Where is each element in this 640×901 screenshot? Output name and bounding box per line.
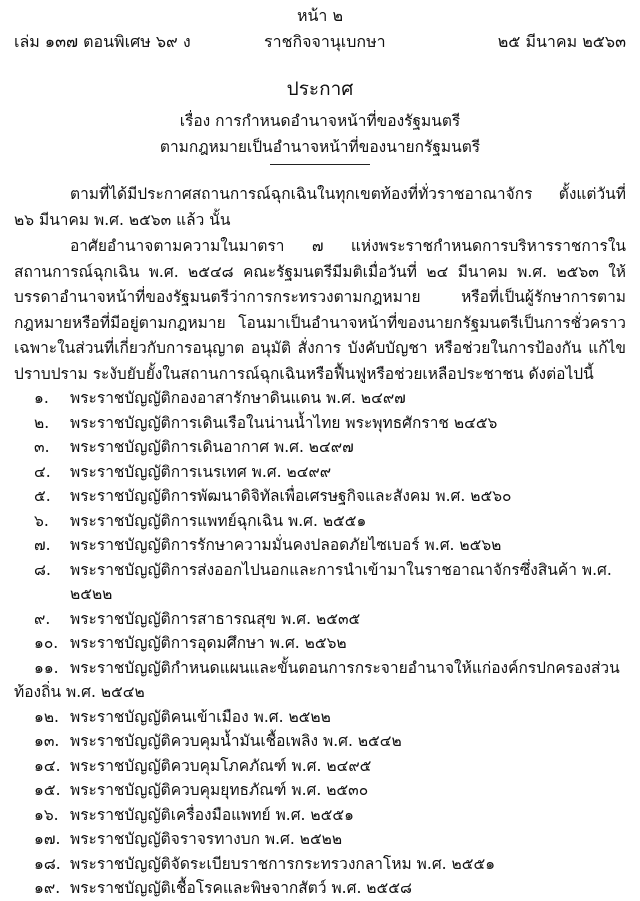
- list-item-text: พระราชบัญญัติเชื้อโรคและพิษจากสัตว์ พ.ศ. ๒๕๕๘: [70, 879, 412, 897]
- list-item-text: พระราชบัญญัติกองอาสารักษาดินแดน พ.ศ. ๒๔๙๗: [70, 389, 406, 407]
- list-item-number: ๑.: [34, 389, 49, 407]
- list-item-number: ๗.: [34, 536, 51, 554]
- list-item-number: ๑๓.: [34, 732, 60, 750]
- list-item-number: ๔.: [34, 462, 51, 481]
- list-item-number: ๑๔.: [34, 756, 61, 775]
- list-item: [14, 729, 626, 754]
- list-item: [14, 827, 626, 852]
- list-item: [14, 460, 626, 485]
- list-item: [14, 533, 626, 558]
- list-item: [14, 509, 626, 534]
- list-item-number: ๑๖.: [34, 805, 59, 824]
- list-item-text: พระราชบัญญัติการอุดมศึกษา พ.ศ. ๒๕๖๒: [70, 634, 347, 652]
- list-item-text: พระราชบัญญัติการเดินเรือในน่านน้ำไทย พระพุทธศักราช ๒๔๕๖: [70, 413, 498, 432]
- paragraph-1-text: ตามที่ได้มีประกาศสถานการณ์ฉุกเฉินในทุกเขตท้องที่ทั่วราชอาณาจักร ตั้งแต่วันที่ ๒๖ มีนาคม พ.ศ. ๒๕๖๓ แล้ว นั้น: [14, 185, 626, 229]
- list-item-number: ๙.: [34, 609, 51, 628]
- list-item-number: ๑๐.: [34, 634, 59, 652]
- gazette-name: ราชกิจจานุเบกษา: [264, 32, 386, 51]
- subject-line-1: เรื่อง การกำหนดอำนาจหน้าที่ของรัฐมนตรี: [179, 112, 461, 130]
- list-item-number: ๑๘.: [34, 854, 61, 873]
- list-item: [14, 558, 626, 607]
- list-item-number: ๖.: [34, 511, 49, 530]
- list-item-number: ๓.: [34, 438, 50, 456]
- publication-date: ๒๕ มีนาคม ๒๕๖๓: [497, 32, 626, 51]
- list-item-text: พระราชบัญญัติคนเข้าเมือง พ.ศ. ๒๕๒๒: [70, 707, 331, 726]
- list-item-text: พระราชบัญญัติการเนรเทศ พ.ศ. ๒๔๙๙: [70, 462, 332, 481]
- paragraph-2: [14, 234, 626, 387]
- list-item-text: พระราชบัญญัติจัดระเบียบราชการกระทรวงกลาโหม พ.ศ. ๒๕๕๑: [70, 854, 496, 873]
- list-item-text: พระราชบัญญัติควบคุมน้ำมันเชื้อเพลิง พ.ศ. ๒๕๔๒: [70, 732, 402, 750]
- paragraph-2-text: อาศัยอำนาจตามความในมาตรา ๗ แห่งพระราชกำหนดการบริหารราชการในสถานการณ์ฉุกเฉิน พ.ศ. ๒๕๔๘ คณะรัฐมนตรีมีมติเมื่อวันที่ ๒๔ มีนาคม พ.ศ. ๒๕๖๓ ให้บรรดาอำนาจหน้าที่ของรัฐมนตรีว่าการกระทรวงตามกฎหมาย หรือที่เป็นผู้รักษาการตามกฎหมายหรือที่มีอยู่ตามกฎหมาย โอนมาเป็นอำนาจหน้าที่ของนายกรัฐมนตรีเป็นการชั่วคราวเฉพาะในส่วนที่เกี่ยวกับการอนุญาต อนุมัติ สั่งการ บังคับบัญชา หรือช่วยในการป้องกัน แก้ไข ปราบปราม ระงับยับยั้งในสถานการณ์ฉุกเฉินหรือฟื้นฟูหรือช่วยเหลือประชาชน ดังต่อไปนี้: [14, 237, 626, 383]
- list-item-number: ๑๕.: [34, 781, 61, 799]
- list-item: [14, 411, 626, 436]
- list-item-text: พระราชบัญญัติการส่งออกไปนอกและการนำเข้ามาในราชอาณาจักรซึ่งสินค้า พ.ศ. ๒๕๒๒: [70, 560, 612, 603]
- list-item-text: พระราชบัญญัติเครื่องมือแพทย์ พ.ศ. ๒๕๕๑: [70, 805, 354, 824]
- list-item-text: พระราชบัญญัติการแพทย์ฉุกเฉิน พ.ศ. ๒๕๕๑: [70, 511, 367, 530]
- list-item-number: ๑๑.: [34, 658, 59, 677]
- page-number: หน้า ๒: [296, 6, 344, 25]
- list-item: [14, 803, 626, 828]
- announcement-title: ประกาศ: [286, 78, 354, 100]
- title-divider: [270, 164, 370, 165]
- list-item: [14, 705, 626, 730]
- list-item-text: พระราชบัญญัติควบคุมโภคภัณฑ์ พ.ศ. ๒๔๙๕: [70, 756, 372, 775]
- gazette-header: [14, 30, 626, 52]
- list-item-text: พระราชบัญญัติกำหนดแผนและขั้นตอนการกระจายอำนาจให้แก่องค์กรปกครองส่วนท้องถิ่น พ.ศ. ๒๕๔๒: [14, 658, 620, 701]
- law-list: [14, 386, 626, 901]
- subject-line-2: ตามกฎหมายเป็นอำนาจหน้าที่ของนายกรัฐมนตรี: [159, 138, 481, 156]
- list-item-number: ๕.: [34, 487, 51, 505]
- list-item-number: ๒.: [34, 413, 50, 432]
- list-item-number: ๑๗.: [34, 830, 61, 848]
- list-item-text: พระราชบัญญัติการเดินอากาศ พ.ศ. ๒๔๙๗: [70, 438, 354, 456]
- list-item: [14, 852, 626, 877]
- list-item: [14, 631, 626, 656]
- list-item: [14, 435, 626, 460]
- list-item: [14, 484, 626, 509]
- list-item-text: พระราชบัญญัติการรักษาความมั่นคงปลอดภัยไซเบอร์ พ.ศ. ๒๕๖๒: [70, 536, 502, 554]
- list-item-text: พระราชบัญญัติการสาธารณสุข พ.ศ. ๒๕๓๕: [70, 609, 361, 628]
- list-item: [14, 876, 626, 901]
- list-item-text: พระราชบัญญัติการพัฒนาดิจิทัลเพื่อเศรษฐกิจและสังคม พ.ศ. ๒๕๖๐: [70, 487, 512, 505]
- list-item: [14, 386, 626, 411]
- list-item: [14, 778, 626, 803]
- list-item-number: ๘.: [34, 560, 51, 579]
- list-item-number: ๑๙.: [34, 879, 61, 897]
- list-item-number: ๑๒.: [34, 707, 59, 726]
- list-item-text: พระราชบัญญัติควบคุมยุทธภัณฑ์ พ.ศ. ๒๕๓๐: [70, 781, 369, 799]
- list-item: [14, 607, 626, 632]
- paragraph-1: [14, 182, 626, 233]
- list-item-text: พระราชบัญญัติจราจรทางบก พ.ศ. ๒๕๒๒: [70, 830, 343, 848]
- list-item: [14, 754, 626, 779]
- volume-issue: เล่ม ๑๓๗ ตอนพิเศษ ๖๙ ง: [14, 32, 191, 51]
- list-item: [14, 656, 626, 705]
